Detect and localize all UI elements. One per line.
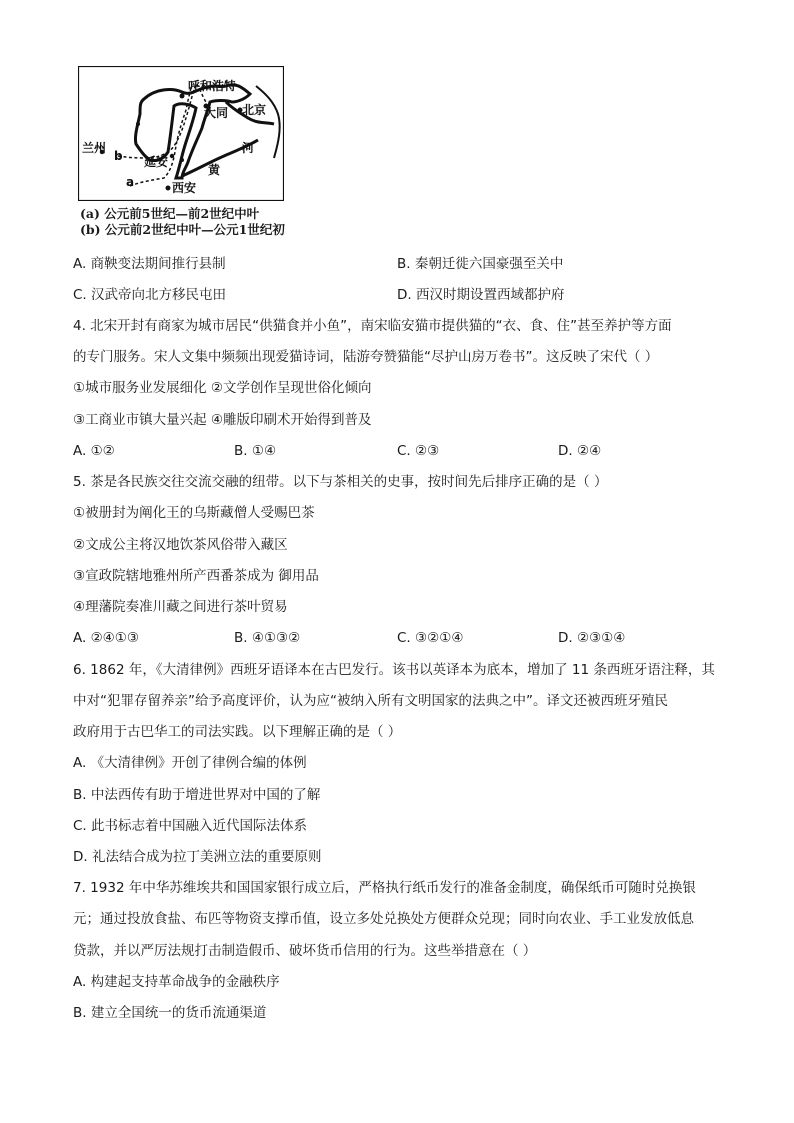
q7-stem-line-3: 贷款，并以严厉法规打击制造假币、破坏货币信用的行为。这些举措意在（ ） bbox=[73, 943, 537, 959]
label-beijing: 北京 bbox=[242, 103, 267, 117]
label-xian: 西安 bbox=[172, 181, 197, 195]
q4-stem-line-1: 4. 北宋开封有商家为城市居民“供猫食并小鱼”，南宋临安猫市提供猫的“衣、食、住”甚至养护等方面 bbox=[73, 318, 672, 334]
map-legend-a: (a) 公元前5世纪—前2世纪中叶 bbox=[80, 206, 260, 221]
q7-option-b[interactable]: B. 建立全国统一的货币流通渠道 bbox=[73, 1005, 267, 1021]
q6-stem-line-3: 政府用于古巴华工的司法实践。以下理解正确的是（ ） bbox=[73, 724, 402, 740]
q4-option-c[interactable]: C. ②③ bbox=[397, 443, 440, 459]
hohhot-dot bbox=[180, 94, 185, 99]
q6-option-d[interactable]: D. 礼法结合成为拉丁美洲立法的重要原则 bbox=[73, 849, 322, 865]
label-b: b bbox=[114, 149, 123, 163]
q5-option-c[interactable]: C. ③②①④ bbox=[397, 630, 464, 646]
q5-item-2: ②文成公主将汉地饮茶风俗带入藏区 bbox=[73, 537, 288, 553]
q6-option-c[interactable]: C. 此书标志着中国融入近代国际法体系 bbox=[73, 818, 308, 834]
q6-stem-line-1: 6. 1862 年，《大清律例》西班牙语译本在古巴发行。该书以英译本为底本，增加了 11 条西班牙语注释，其 bbox=[73, 662, 715, 678]
q5-item-3: ③宣政院辖地雅州所产西番茶成为 御用品 bbox=[73, 568, 319, 584]
q4-item-line-2: ③工商业市镇大量兴起 ④雕版印刷术开始得到普及 bbox=[73, 412, 372, 428]
q6-option-a[interactable]: A. 《大清律例》开创了律例合编的体例 bbox=[73, 755, 307, 771]
q4-option-d[interactable]: D. ②④ bbox=[558, 443, 602, 459]
q6-option-b[interactable]: B. 中法西传有助于增进世界对中国的了解 bbox=[73, 787, 321, 803]
q7-option-a[interactable]: A. 构建起支持革命战争的金融秩序 bbox=[73, 974, 280, 990]
label-he: 河 bbox=[242, 141, 255, 155]
label-datong: 大同 bbox=[204, 106, 229, 120]
q5-item-4: ④理藩院奏准川藏之间进行茶叶贸易 bbox=[73, 599, 288, 615]
label-yanan: 延安 bbox=[144, 155, 169, 169]
center-dot bbox=[180, 158, 184, 162]
q6-stem-line-2: 中对“犯罪存留养亲”给予高度评价，认为应“被纳入所有文明国家的法典之中”。译文还被西班牙殖民 bbox=[73, 693, 668, 709]
q4-stem-line-2: 的专门服务。宋人文集中频频出现爱猫诗词，陆游夸赞猫能“尽护山房万卷书”。这反映了宋代（ ） bbox=[73, 349, 659, 365]
q5-stem: 5. 茶是各民族交往交流交融的纽带。以下与茶相关的史事，按时间先后排序正确的是（ ） bbox=[73, 474, 608, 490]
xian-dot bbox=[166, 186, 171, 191]
label-a: a bbox=[126, 175, 135, 189]
yanan-dot bbox=[170, 154, 174, 158]
q3-option-a[interactable]: A. 商鞅变法期间推行县制 bbox=[73, 256, 226, 272]
q7-stem-line-2: 元；通过投放食盐、布匹等物资支撑币值，设立多处兑换处方便群众兑现；同时向农业、手工业发放低息 bbox=[73, 911, 694, 927]
q5-option-a[interactable]: A. ②④①③ bbox=[73, 630, 139, 646]
q3-option-b[interactable]: B. 秦朝迁徙六国豪强至关中 bbox=[397, 256, 564, 272]
q7-stem-line-1: 7. 1932 年中华苏维埃共和国国家银行成立后，严格执行纸币发行的准备金制度，确保纸币可随时兑换银 bbox=[73, 880, 696, 896]
map-figure bbox=[78, 66, 284, 201]
q3-option-c[interactable]: C. 汉武帝向北方移民屯田 bbox=[73, 287, 227, 303]
q5-option-d[interactable]: D. ②③①④ bbox=[558, 630, 626, 646]
label-hohhot: 呼和浩特 bbox=[188, 79, 237, 93]
q4-option-b[interactable]: B. ①④ bbox=[234, 443, 277, 459]
map-legend-b: (b) 公元前2世纪中叶—公元1世纪初 bbox=[80, 222, 285, 237]
label-huang: 黄 bbox=[208, 163, 221, 177]
label-lanzhou: 兰州 bbox=[82, 141, 107, 155]
q4-item-line-1: ①城市服务业发展细化 ②文学创作呈现世俗化倾向 bbox=[73, 380, 372, 396]
q4-option-a[interactable]: A. ①② bbox=[73, 443, 115, 459]
q5-item-1: ①被册封为阐化王的乌斯藏僧人受赐巴茶 bbox=[73, 505, 315, 521]
q5-option-b[interactable]: B. ④①③② bbox=[234, 630, 301, 646]
q3-option-d[interactable]: D. 西汉时期设置西域都护府 bbox=[397, 287, 565, 303]
west-dot-1 bbox=[136, 122, 140, 126]
